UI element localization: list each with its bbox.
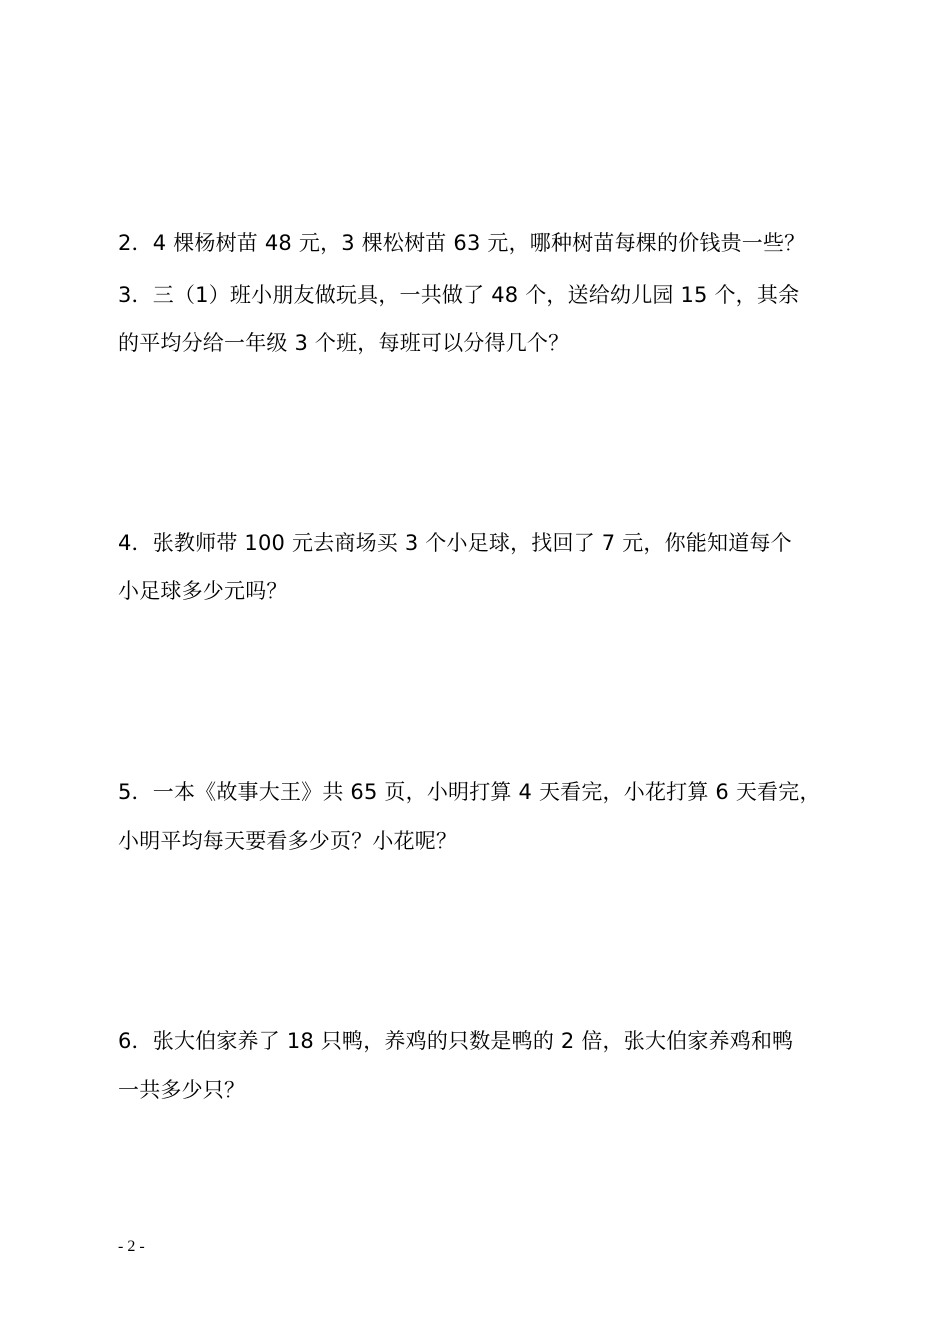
problem-3-line-2: 的平均分给一年级 3 个班，每班可以分得几个？ <box>118 331 570 355</box>
problem-6-line-1: 6．张大伯家养了 18 只鸭，养鸡的只数是鸭的 2 倍，张大伯家养鸡和鸭 <box>118 1029 794 1053</box>
problem-2-line-1: 2．4 棵杨树苗 48 元，3 棵松树苗 63 元，哪种树苗每棵的价钱贵一些？ <box>118 231 806 255</box>
problem-5-line-1: 5．一本《故事大王》共 65 页，小明打算 4 天看完，小花打算 6 天看完， <box>118 780 821 804</box>
page-number: - 2 - <box>118 1238 145 1255</box>
problem-4-line-2: 小足球多少元吗？ <box>118 579 288 603</box>
problem-5-line-2: 小明平均每天要看多少页？小花呢？ <box>118 829 458 853</box>
problem-4-line-1: 4．张教师带 100 元去商场买 3 个小足球，找回了 7 元，你能知道每个 <box>118 531 792 555</box>
problem-6-line-2: 一共多少只？ <box>118 1078 246 1102</box>
problem-3-line-1: 3．三（1）班小朋友做玩具，一共做了 48 个，送给幼儿园 15 个，其余 <box>118 283 800 307</box>
